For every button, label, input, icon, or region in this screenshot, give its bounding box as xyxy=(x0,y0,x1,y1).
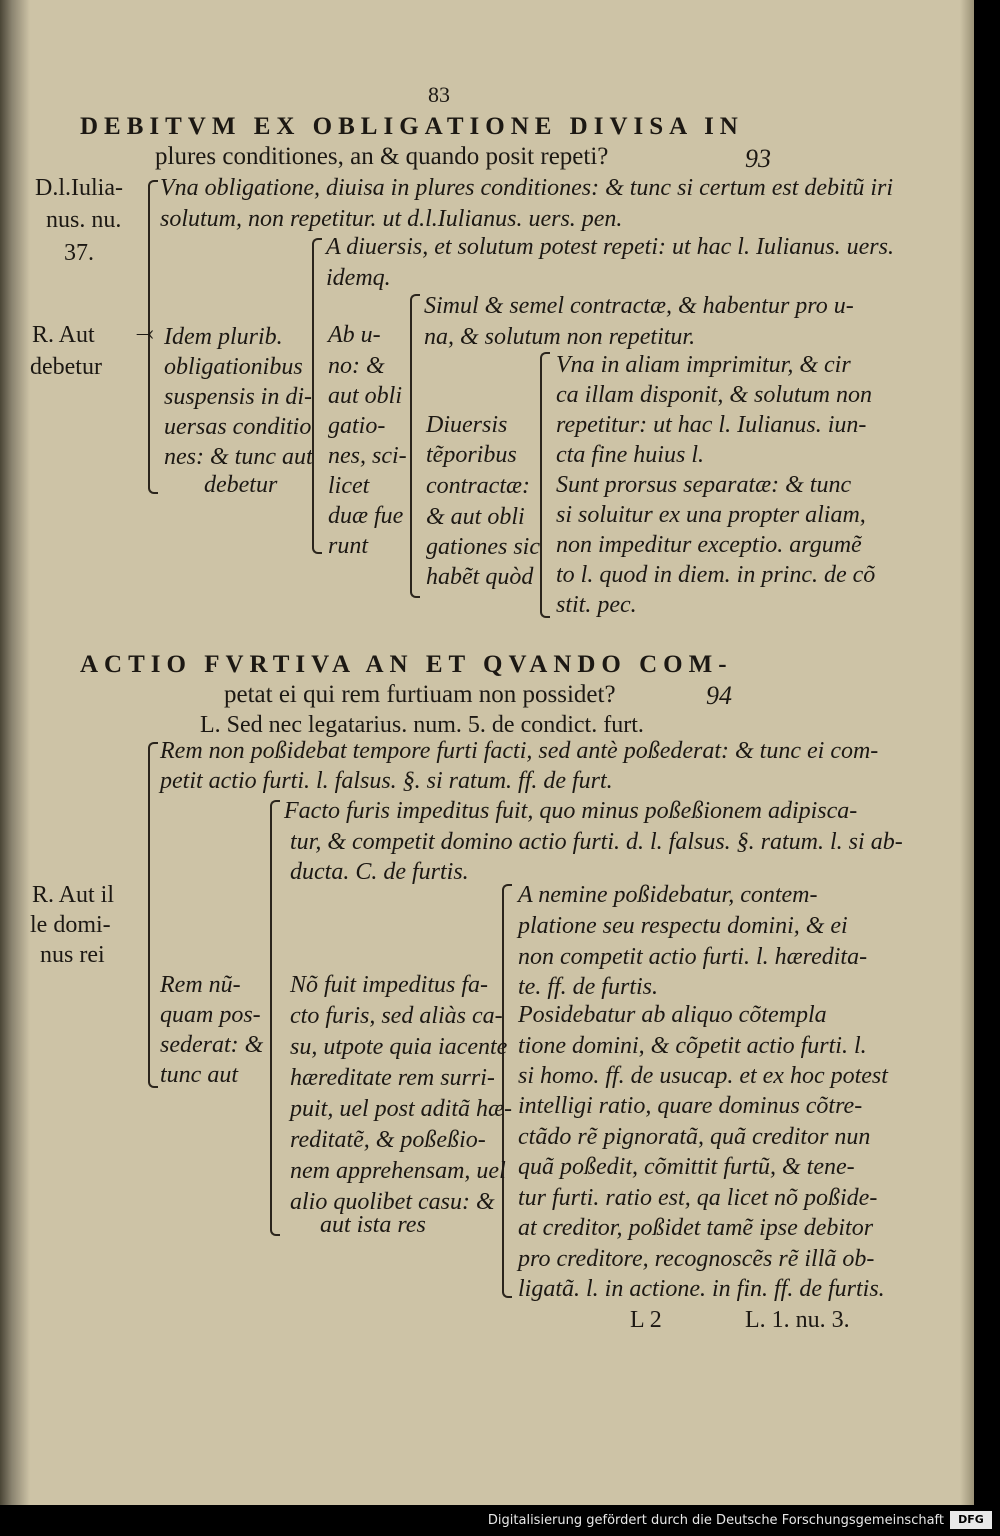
nemine-line: te. ff. de furtis. xyxy=(518,974,658,1000)
nemine-line: A nemine poßidebatur, contem- xyxy=(518,882,818,908)
ab-uno-line: aut obli xyxy=(328,383,403,409)
idem-line: uersas conditio xyxy=(164,414,312,440)
nemine-line: platione seu respectu domini, & ei xyxy=(518,913,848,939)
possidebatur-line: ligatã. l. in actione. in fin. ff. de furtis. xyxy=(518,1276,885,1302)
margin-citation-line: nus. nu. xyxy=(46,207,122,233)
bracket-tip: ⤙ xyxy=(136,320,154,345)
bracket xyxy=(148,742,158,1088)
simul-line: na, & solutum non repetitur. xyxy=(424,324,696,350)
bracket xyxy=(410,294,420,598)
alternative-line: non impeditur exceptio. argumẽ xyxy=(556,532,862,558)
margin-response-line: le domi- xyxy=(30,912,111,938)
diversis-line: contractæ: xyxy=(426,473,530,499)
idem-line: suspensis in di- xyxy=(164,384,313,410)
margin-response-line: R. Aut il xyxy=(32,882,115,908)
diversis-line: Diuersis xyxy=(426,412,508,438)
option-una-line: solutum, non repetitur. ut d.l.Iulianus. uers. pen. xyxy=(160,206,623,232)
idem-line: debetur xyxy=(204,472,278,498)
alternative-line: Sunt prorsus separatæ: & tunc xyxy=(556,472,852,498)
margin-citation-line: D.l.Iulia- xyxy=(35,175,123,201)
catchword: L. 1. nu. 3. xyxy=(745,1307,850,1333)
heading-93-line1: DEBITVM EX OBLIGATIONE DIVISA IN xyxy=(80,113,744,140)
diversis-line: habẽt quòd xyxy=(426,564,534,590)
dfg-logo: DFG xyxy=(950,1511,992,1529)
heading-93-number: 93 xyxy=(745,144,771,173)
ab-uno-line: nes, sci- xyxy=(328,443,407,469)
possidebatur-line: at creditor, poßidet tamẽ ipse debitor xyxy=(518,1215,874,1241)
heading-93-line2: plures conditiones, an & quando posit repeti? xyxy=(155,143,609,170)
possidebatur-line: Posidebatur ab aliquo cõtempla xyxy=(518,1002,827,1028)
ab-uno-line: no: & xyxy=(328,353,385,379)
heading-94-number: 94 xyxy=(706,681,732,710)
possidebatur-line: quã poßedit, cõmittit furtũ, & tene- xyxy=(518,1154,855,1180)
no-fuit-line: aut ista res xyxy=(320,1212,426,1238)
ab-uno-line: licet xyxy=(328,473,370,499)
no-fuit-line: Nõ fuit impeditus fa- xyxy=(290,972,488,998)
facto-line: tur, & competit domino actio furti. d. l. falsus. §. ratum. l. si ab- xyxy=(290,829,903,855)
margin-response-line: R. Aut xyxy=(32,322,95,348)
possidebatur-line: tur furti. ratio est, qa licet nõ poßide- xyxy=(518,1185,878,1211)
alternative-line: cta fine huius l. xyxy=(556,442,704,468)
alternative-line: to l. quod in diem. in princ. de cõ xyxy=(556,562,876,588)
heading-94-citation: L. Sed nec legatarius. num. 5. de condict. furt. xyxy=(200,712,644,738)
bracket xyxy=(540,352,550,618)
rem-nunquam-line: sederat: & xyxy=(160,1032,264,1058)
rem-non-line: petit actio furti. l. falsus. §. si ratum. ff. de furt. xyxy=(160,768,613,794)
option-diversis-line: A diuersis, et solutum potest repeti: ut hac l. Iulianus. uers. xyxy=(326,234,894,260)
idem-line: obligationibus xyxy=(164,354,303,380)
alternative-line: si soluitur ex una propter aliam, xyxy=(556,502,866,528)
option-una-line: Vna obligatione, diuisa in plures conditiones: & tunc si certum est debitũ iri xyxy=(160,175,894,201)
no-fuit-line: hæreditate rem surri- xyxy=(290,1065,495,1091)
possidebatur-line: si homo. ff. de usucap. et ex hoc potest xyxy=(518,1063,888,1089)
diversis-line: tẽporibus xyxy=(426,442,517,468)
heading-94-line2: petat ei qui rem furtiuam non possidet? xyxy=(224,681,616,708)
page-number: 83 xyxy=(428,82,450,107)
idem-line: Idem plurib. xyxy=(164,324,283,350)
no-fuit-line: su, utpote quia iacente xyxy=(290,1034,508,1060)
margin-response-line: nus rei xyxy=(40,942,105,968)
possidebatur-line: tione domini, & cõpetit actio furti. l. xyxy=(518,1033,867,1059)
no-fuit-line: cto furis, sed aliàs ca- xyxy=(290,1003,503,1029)
signature-mark: L 2 xyxy=(630,1307,662,1333)
margin-response-line: debetur xyxy=(30,354,102,380)
heading-94-line1: ACTIO FVRTIVA AN ET QVANDO COM- xyxy=(80,651,733,678)
rem-nunquam-line: quam pos- xyxy=(160,1002,261,1028)
margin-citation-line: 37. xyxy=(64,240,94,266)
footer-bar xyxy=(0,1505,1000,1536)
ab-uno-line: duæ fue xyxy=(328,503,404,529)
idem-line: nes: & tunc aut xyxy=(164,444,313,470)
facto-line: ducta. C. de furtis. xyxy=(290,859,469,885)
bracket xyxy=(502,884,512,1298)
no-fuit-line: puit, uel post aditã hæ- xyxy=(290,1096,512,1122)
no-fuit-line: alio quolibet casu: & xyxy=(290,1189,495,1215)
possidebatur-line: pro creditore, recognoscẽs rẽ illã ob- xyxy=(518,1246,875,1272)
simul-line: Simul & semel contractæ, & habentur pro u- xyxy=(424,293,854,319)
diversis-line: & aut obli xyxy=(426,504,525,530)
alternative-line: Vna in aliam imprimitur, & cir xyxy=(556,352,851,378)
ab-uno-line: Ab u- xyxy=(328,322,381,348)
footer-credit: Digitalisierung gefördert durch die Deutsche Forschungsgemeinschaft xyxy=(487,1513,944,1528)
bracket xyxy=(312,238,322,554)
nemine-line: non competit actio furti. l. hæredita- xyxy=(518,944,868,970)
alternative-line: ca illam disponit, & solutum non xyxy=(556,382,873,408)
alternative-line: repetitur: ut hac l. Iulianus. iun- xyxy=(556,412,867,438)
ab-uno-line: gatio- xyxy=(328,413,386,439)
no-fuit-line: reditatẽ, & poßeßio- xyxy=(290,1127,486,1153)
diversis-line: gationes sic xyxy=(426,534,540,560)
no-fuit-line: nem apprehensam, uel xyxy=(290,1158,506,1184)
ab-uno-line: runt xyxy=(328,533,369,559)
possidebatur-line: intelligi ratio, quare dominus cõtre- xyxy=(518,1093,863,1119)
possidebatur-line: ctãdo rẽ pignoratã, quã creditor nun xyxy=(518,1124,871,1150)
option-diversis-line: idemq. xyxy=(326,265,391,291)
rem-nunquam-line: Rem nũ- xyxy=(160,972,241,998)
rem-nunquam-line: tunc aut xyxy=(160,1062,238,1088)
rem-non-line: Rem non poßidebat tempore furti facti, sed antè poßederat: & tunc ei com- xyxy=(160,738,879,764)
facto-line: Facto furis impeditus fuit, quo minus poßeßionem adipisca- xyxy=(284,798,858,824)
alternative-line: stit. pec. xyxy=(556,592,637,618)
bracket xyxy=(270,800,280,1236)
